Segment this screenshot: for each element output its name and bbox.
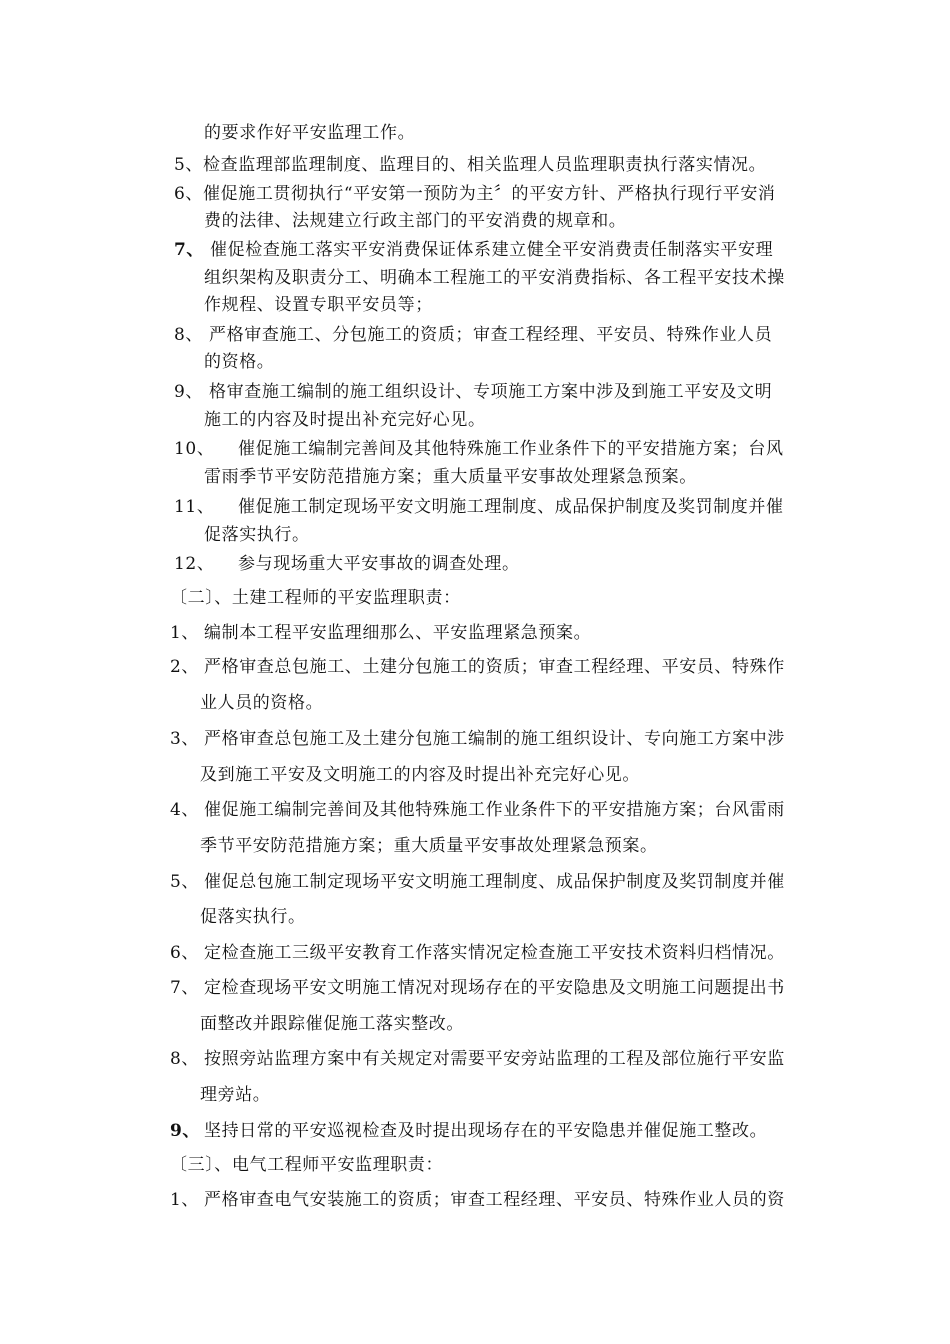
item-text: 定检查施工三级平安教育工作落实情况定检查施工平安技术资料归档情况。 bbox=[204, 943, 785, 963]
item-text: 格审查施工编制的施工组织设计、专项施工方案中涉及到施工平安及文明 bbox=[203, 382, 773, 402]
item-text-cont: 雷雨季节平安防范措施方案；重大质量平安事故处理紧急预案。 bbox=[204, 467, 697, 487]
list-item bbox=[174, 154, 766, 176]
list-item bbox=[174, 438, 784, 460]
item-number: 9、 bbox=[174, 382, 204, 402]
item-number: 5、 bbox=[174, 155, 204, 175]
list-item bbox=[170, 871, 785, 893]
item-number: 7、 bbox=[170, 978, 200, 998]
item-number: 9、 bbox=[170, 1121, 201, 1141]
item-text: 严格审查总包施工及土建分包施工编制的施工组织设计、专向施工方案中涉 bbox=[204, 729, 785, 749]
item-text: 严格审查施工、分包施工的资质；审查工程经理、平安员、特殊作业人员 bbox=[203, 325, 773, 345]
list-item bbox=[174, 553, 520, 575]
item-number: 1、 bbox=[170, 623, 200, 643]
section-heading: 〔三〕、电气工程师平安监理职责： bbox=[170, 1155, 444, 1175]
item-text: 催促总包施工制定现场平安文明施工理制度、成品保护制度及奖罚制度并催 bbox=[204, 872, 785, 892]
list-item bbox=[174, 496, 784, 518]
list-item bbox=[170, 799, 785, 821]
item-number: 11、 bbox=[174, 497, 215, 517]
item-number: 2、 bbox=[170, 657, 200, 677]
item-number: 4、 bbox=[170, 800, 200, 820]
item-text-cont: 促落实执行。 bbox=[204, 525, 310, 545]
item-number: 10、 bbox=[174, 439, 215, 459]
list-item bbox=[174, 183, 776, 205]
list-item bbox=[170, 1120, 767, 1142]
item-text-cont: 及到施工平安及文明施工的内容及时提出补充完好心见。 bbox=[200, 765, 640, 785]
item-number: 6、 bbox=[174, 184, 204, 204]
item-text-cont: 理旁站。 bbox=[200, 1085, 271, 1105]
list-item bbox=[174, 381, 772, 403]
item-text: 编制本工程平安监理细那么、平安监理紧急预案。 bbox=[204, 623, 592, 643]
item-text: 参与现场重大平安事故的调查处理。 bbox=[238, 554, 520, 574]
list-item bbox=[174, 324, 772, 346]
item-text: 坚持日常的平安巡视检查及时提出现场存在的平安隐患并催促施工整改。 bbox=[204, 1121, 768, 1141]
item-number: 3、 bbox=[170, 729, 200, 749]
item-number: 8、 bbox=[170, 1049, 200, 1069]
list-item bbox=[170, 656, 785, 678]
item-text-cont: 促落实执行。 bbox=[200, 907, 306, 927]
item-text: 催促施工编制完善间及其他特殊施工作业条件下的平安措施方案；台风 bbox=[238, 439, 784, 459]
item-text: 定检查现场平安文明施工情况对现场存在的平安隐患及文明施工问题提出书 bbox=[204, 978, 785, 998]
list-item bbox=[170, 1189, 785, 1211]
item-text: 检查监理部监理制度、监理目的、相关监理人员监理职责执行落实情况。 bbox=[203, 155, 767, 175]
item-number: 12、 bbox=[174, 554, 215, 574]
list-item bbox=[170, 622, 591, 644]
item-text: 按照旁站监理方案中有关规定对需要平安旁站监理的工程及部位施行平安监 bbox=[204, 1049, 785, 1069]
section-heading: 〔二〕、土建工程师的平安监理职责： bbox=[170, 588, 461, 608]
item-text-cont: 季节平安防范措施方案；重大质量平安事故处理紧急预案。 bbox=[200, 836, 658, 856]
list-item bbox=[170, 728, 785, 750]
item-text-cont: 作规程、设置专职平安员等； bbox=[204, 295, 433, 315]
item-number: 8、 bbox=[174, 325, 204, 345]
item-text: 催促施工制定现场平安文明施工理制度、成品保护制度及奖罚制度并催 bbox=[238, 497, 784, 517]
item-number: 6、 bbox=[170, 943, 200, 963]
item-number: 1、 bbox=[170, 1190, 200, 1210]
item-number: 7、 bbox=[174, 240, 205, 260]
item-text: 严格审查总包施工、土建分包施工的资质；审查工程经理、平安员、特殊作 bbox=[204, 657, 785, 677]
list-item bbox=[174, 239, 773, 261]
list-item bbox=[170, 1048, 785, 1070]
item-text: 严格审查电气安装施工的资质；审查工程经理、平安员、特殊作业人员的资 bbox=[204, 1190, 785, 1210]
item-text-cont: 业人员的资格。 bbox=[200, 693, 324, 713]
item-number: 5、 bbox=[170, 872, 200, 892]
item-text-cont: 施工的内容及时提出补充完好心见。 bbox=[204, 410, 486, 430]
continuation-line: 的要求作好平安监理工作。 bbox=[204, 123, 416, 143]
item-text-cont: 的资格。 bbox=[204, 352, 275, 372]
list-item bbox=[170, 977, 785, 999]
item-text-cont: 费的法律、法规建立行政主部门的平安消费的规章和。 bbox=[204, 211, 627, 231]
item-text-cont: 面整改并跟踪催促施工落实整改。 bbox=[200, 1014, 464, 1034]
item-text-cont: 组织架构及职责分工、明确本工程施工的平安消费指标、各工程平安技术操 bbox=[204, 268, 785, 288]
item-text: 催促施工贯彻执行“平安第一预防为主〞的平安方针、严格执行现行平安消 bbox=[203, 184, 776, 204]
item-text: 催促施工编制完善间及其他特殊施工作业条件下的平安措施方案；台风雷雨 bbox=[204, 800, 785, 820]
list-item bbox=[170, 942, 785, 964]
item-text: 催促检查施工落实平安消费保证体系建立健全平安消费责任制落实平安理 bbox=[204, 240, 774, 260]
